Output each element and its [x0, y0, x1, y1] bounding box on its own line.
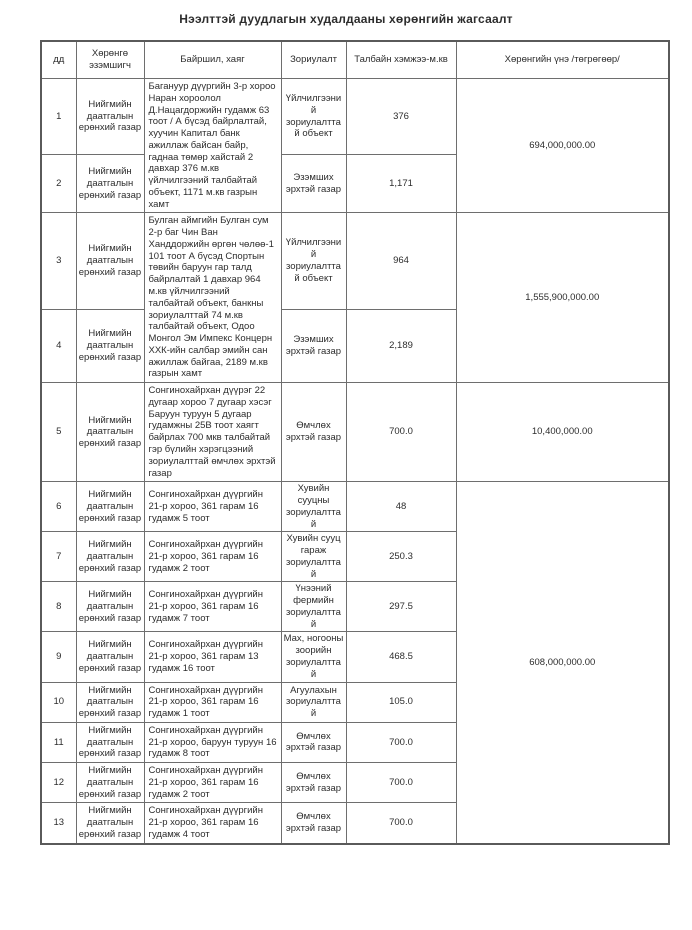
table-row: [41, 213, 669, 309]
cell-owner: Нийгмийн даатгалын ерөнхий газар: [76, 803, 144, 844]
page-title: Нээлттэй дуудлагын худалдааны хөрөнгийн жагсаалт: [179, 12, 513, 26]
cell-purpose: Үйлчилгээний зориулалттай объект: [281, 213, 346, 309]
cell-address: Сонгинохайрхан дүүргийн 21-р хороо, баруун туруун 16 гудамж 8 тоот: [144, 722, 281, 762]
cell-price: 694,000,000.00: [456, 79, 669, 213]
cell-no: 5: [41, 383, 76, 482]
cell-no: 12: [41, 763, 76, 803]
cell-area: 700.0: [346, 722, 456, 762]
cell-owner: Нийгмийн даатгалын ерөнхий газар: [76, 213, 144, 309]
cell-no: 3: [41, 213, 76, 309]
cell-purpose: Өмчлөх эрхтэй газар: [281, 383, 346, 482]
cell-address: Булган аймгийн Булган сум 2-р баг Чин Ван Ханддоржийн өргөн чөлөө-1 101 тоот А бүсэд Спортын төвийн баруун гар талд байрлалтай 1 давхар 964 м.кв үйлчилгээний талбайтай объект, банкны зориулалттай 74 м.кв талбайтай объект, Одоо Монгол Эм Импекс Концерн ХХК-ийн салбар эмийн сан ажиллаж байгаа, 2189 м.кв газрын хамт: [144, 213, 281, 383]
cell-no: 13: [41, 803, 76, 844]
cell-owner: Нийгмийн даатгалын ерөнхий газар: [76, 532, 144, 582]
cell-address: Сонгинохайрхан дүүргийн 21-р хороо, 361 гарам 16 гудамж 4 тоот: [144, 803, 281, 844]
cell-owner: Нийгмийн даатгалын ерөнхий газар: [76, 309, 144, 383]
asset-table: [40, 40, 670, 845]
cell-no: 2: [41, 155, 76, 213]
cell-owner: Нийгмийн даатгалын ерөнхий газар: [76, 632, 144, 682]
cell-purpose: Өмчлөх эрхтэй газар: [281, 722, 346, 762]
cell-price: 10,400,000.00: [456, 383, 669, 482]
cell-no: 4: [41, 309, 76, 383]
header-owner: Хөрөнгө эзэмшигч: [76, 41, 144, 79]
table-row: [41, 383, 669, 482]
cell-purpose: Өмчлөх эрхтэй газар: [281, 803, 346, 844]
cell-area: 700.0: [346, 803, 456, 844]
header-address: Байршил, хаяг: [144, 41, 281, 79]
cell-address: Сонгинохайрхан дүүрэг 22 дугаар хороо 7 дугаар хэсэг Баруун туруун 5 дугаар гудамжны 25В тоот хаягт байрлах 700 мкв талбайтай гэр бүлийн хэрэгцээний зориулалттай өмчлөх эрхтэй газар: [144, 383, 281, 482]
cell-owner: Нийгмийн даатгалын ерөнхий газар: [76, 155, 144, 213]
header-purpose: Зориулалт: [281, 41, 346, 79]
cell-purpose: Үйлчилгээний зориулалттай объект: [281, 79, 346, 155]
cell-area: 297.5: [346, 582, 456, 632]
cell-no: 9: [41, 632, 76, 682]
cell-no: 10: [41, 682, 76, 722]
cell-owner: Нийгмийн даатгалын ерөнхий газар: [76, 682, 144, 722]
asset-table-body: [41, 79, 669, 844]
cell-price: 608,000,000.00: [456, 482, 669, 844]
cell-area: 468.5: [346, 632, 456, 682]
cell-address: Сонгинохайрхан дүүргийн 21-р хороо, 361 гарам 13 гудамж 16 тоот: [144, 632, 281, 682]
cell-address: Сонгинохайрхан дүүргийн 21-р хороо, 361 гарам 16 гудамж 2 тоот: [144, 532, 281, 582]
cell-no: 11: [41, 722, 76, 762]
header-no: дд: [41, 41, 76, 79]
cell-owner: Нийгмийн даатгалын ерөнхий газар: [76, 79, 144, 155]
cell-area: 1,171: [346, 155, 456, 213]
cell-purpose: Үнээний фермийн зориулалттай: [281, 582, 346, 632]
cell-owner: Нийгмийн даатгалын ерөнхий газар: [76, 722, 144, 762]
cell-owner: Нийгмийн даатгалын ерөнхий газар: [76, 383, 144, 482]
cell-area: 250.3: [346, 532, 456, 582]
cell-no: 6: [41, 482, 76, 532]
table-row: [41, 482, 669, 532]
cell-owner: Нийгмийн даатгалын ерөнхий газар: [76, 763, 144, 803]
cell-area: 700.0: [346, 383, 456, 482]
cell-address: Сонгинохайрхан дүүргийн 21-р хороо, 361 гарам 16 гудамж 5 тоот: [144, 482, 281, 532]
cell-address: Багануур дүүргийн 3-р хороо Наран хороолол Д.Нацагдоржийн гудамж 63 тоот / А бүсэд байрлалтай, хуучин Капитал банк ажиллаж байсан байр, гаднаа төмөр хайстай 2 давхар 376 м.кв үйлчилгээний талбайтай объект, 1171 м.кв газрын хамт: [144, 79, 281, 213]
cell-area: 105.0: [346, 682, 456, 722]
cell-area: 964: [346, 213, 456, 309]
cell-purpose: Өмчлөх эрхтэй газар: [281, 763, 346, 803]
header-price: Хөрөнгийн үнэ /төгрөгөөр/: [456, 41, 669, 79]
cell-purpose: Эзэмших эрхтэй газар: [281, 155, 346, 213]
cell-purpose: Агуулахын зориулалттай: [281, 682, 346, 722]
cell-address: Сонгинохайрхан дүүргийн 21-р хороо, 361 гарам 16 гудамж 7 тоот: [144, 582, 281, 632]
header-area: Талбайн хэмжээ-м.кв: [346, 41, 456, 79]
cell-purpose: Хувийн сууц гараж зориулалттай: [281, 532, 346, 582]
cell-no: 7: [41, 532, 76, 582]
cell-area: 700.0: [346, 763, 456, 803]
header-row: [41, 41, 669, 79]
cell-address: Сонгинохайрхан дүүргийн 21-р хороо, 361 гарам 16 гудамж 2 тоот: [144, 763, 281, 803]
cell-area: 2,189: [346, 309, 456, 383]
cell-no: 1: [41, 79, 76, 155]
cell-owner: Нийгмийн даатгалын ерөнхий газар: [76, 482, 144, 532]
cell-purpose: Эзэмших эрхтэй газар: [281, 309, 346, 383]
cell-purpose: Мах, ногооны зоорийн зориулалттай: [281, 632, 346, 682]
cell-area: 376: [346, 79, 456, 155]
cell-purpose: Хувийн сууцны зориулалттай: [281, 482, 346, 532]
cell-address: Сонгинохайрхан дүүргийн 21-р хороо, 361 гарам 16 гудамж 1 тоот: [144, 682, 281, 722]
table-row: [41, 79, 669, 155]
cell-price: 1,555,900,000.00: [456, 213, 669, 383]
cell-no: 8: [41, 582, 76, 632]
cell-owner: Нийгмийн даатгалын ерөнхий газар: [76, 582, 144, 632]
cell-area: 48: [346, 482, 456, 532]
